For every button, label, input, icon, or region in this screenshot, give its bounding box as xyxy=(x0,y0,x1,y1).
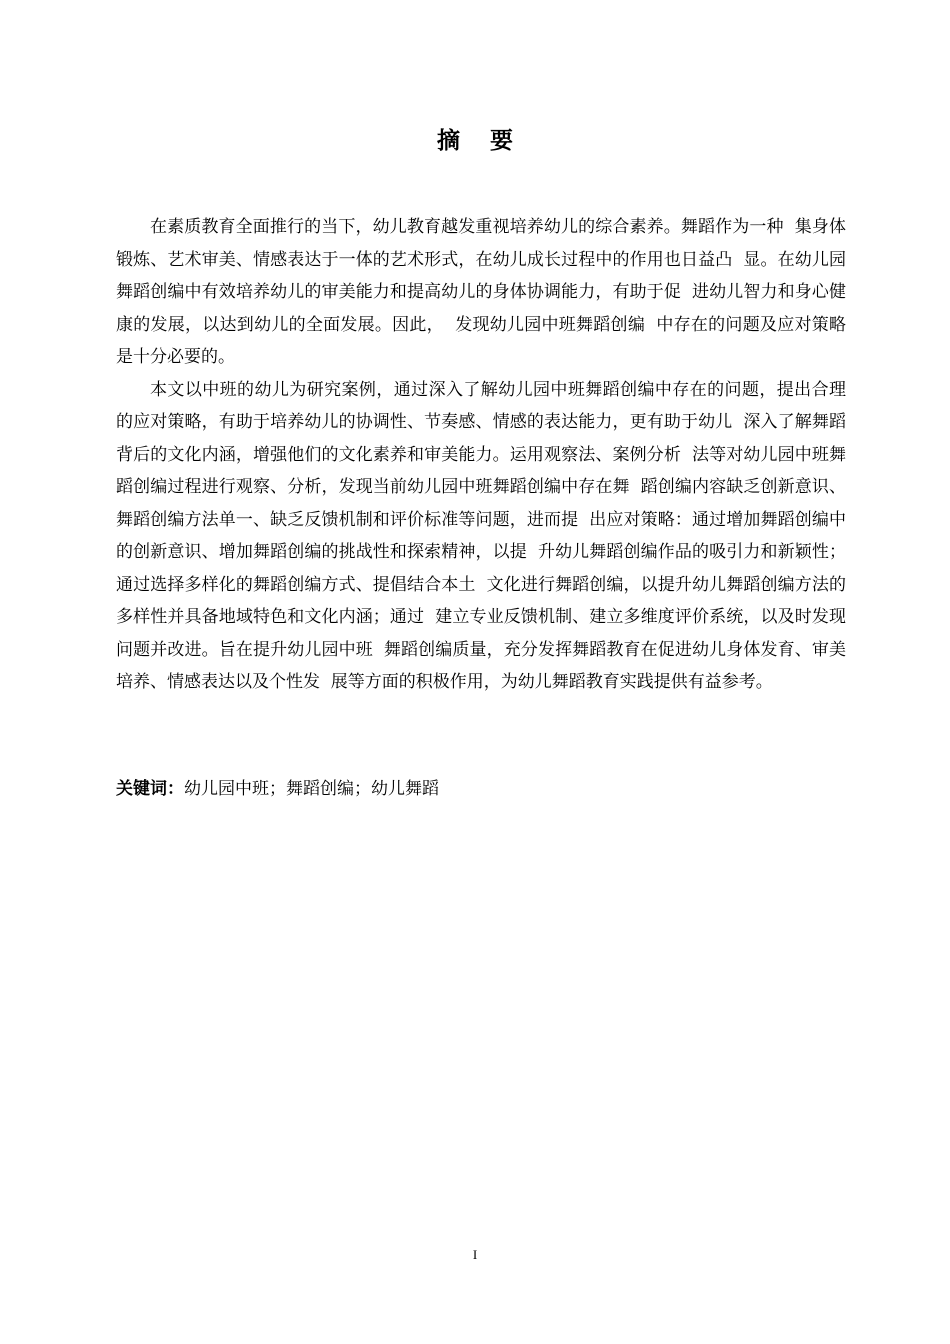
abstract-title-char-2: 要 xyxy=(490,127,513,154)
abstract-title-char-1: 摘 xyxy=(437,127,460,154)
abstract-paragraph-1: 在素质教育全面推行的当下，幼儿教育越发重视培养幼儿的综合素养。舞蹈作为一种 集身体锻炼、艺术审美、情感表达于一体的艺术形式，在幼儿成长过程中的作用也日益凸 显。在幼儿园舞蹈创编中有效培养幼儿的审美能力和提高幼儿的身体协调能力，有助于促 进幼儿智力和身心健康的发展，以达到幼儿的全面发展。因此， 发现幼儿园中班舞蹈创编 中存在的问题及应对策略是十分必要的。 xyxy=(116,217,846,367)
abstract-title xyxy=(0,122,950,155)
abstract-body xyxy=(116,211,846,699)
abstract-paragraph-2: 本文以中班的幼儿为研究案例，通过深入了解幼儿园中班舞蹈创编中存在的问题，提出合理的应对策略，有助于培养幼儿的协调性、节奏感、情感的表达能力，更有助于幼儿 深入了解舞蹈背后的文化内涵，增强他们的文化素养和审美能力。运用观察法、案例分析 法等对幼儿园中班舞蹈创编过程进行观察、分析，发现当前幼儿园中班舞蹈创编中存在舞 蹈创编内容缺乏创新意识、舞蹈创编方法单一、缺乏反馈机制和评价标准等问题，进而提 出应对策略：通过增加舞蹈创编中的创新意识、增加舞蹈创编的挑战性和探索精神，以提 升幼儿舞蹈创编作品的吸引力和新颖性；通过选择多样化的舞蹈创编方式、提倡结合本土 文化进行舞蹈创编，以提升幼儿舞蹈创编方法的多样性并具备地域特色和文化内涵；通过 建立专业反馈机制、建立多维度评价系统，以及时发现问题并改进。旨在提升幼儿园中班 舞蹈创编质量，充分发挥舞蹈教育在促进幼儿身体发育、审美培养、情感表达以及个性发 展等方面的积极作用，为幼儿舞蹈教育实践提供有益参考。 xyxy=(116,379,846,692)
keywords-line xyxy=(116,774,439,804)
keywords-label: 关键词： xyxy=(116,779,184,799)
page-number: I xyxy=(472,1247,478,1262)
keywords-text: 幼儿园中班；舞蹈创编；幼儿舞蹈 xyxy=(184,779,439,799)
